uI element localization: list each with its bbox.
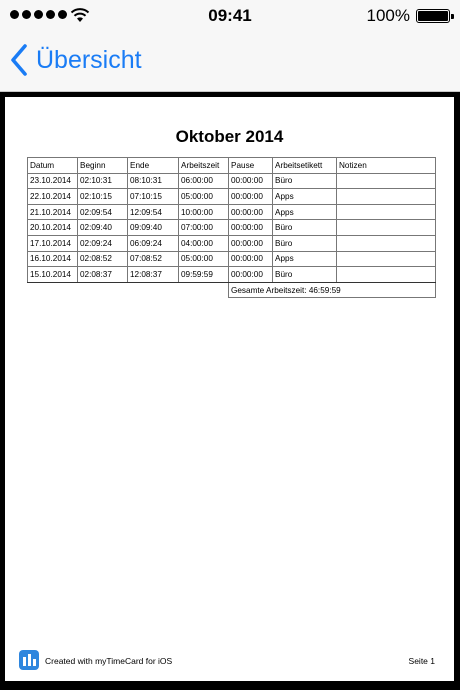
table-cell: 02:08:37 (78, 267, 128, 283)
table-cell: 00:00:00 (229, 251, 273, 267)
table-cell: 00:00:00 (229, 189, 273, 205)
table-cell (337, 189, 436, 205)
table-cell (337, 204, 436, 220)
table-cell: 16.10.2014 (28, 251, 78, 267)
chevron-left-icon (8, 42, 30, 78)
table-cell: 05:00:00 (179, 251, 229, 267)
table-cell: 07:08:52 (128, 251, 179, 267)
column-header: Datum (28, 158, 78, 174)
column-header: Pause (229, 158, 273, 174)
mytimecard-logo-icon (19, 650, 39, 670)
table-cell: 00:00:00 (229, 220, 273, 236)
table-cell: 21.10.2014 (28, 204, 78, 220)
table-cell: 04:00:00 (179, 235, 229, 251)
table-cell: Apps (273, 204, 337, 220)
table-cell: 00:00:00 (229, 267, 273, 283)
table-cell: 06:09:24 (128, 235, 179, 251)
status-bar (0, 0, 460, 30)
table-cell (337, 251, 436, 267)
table-cell: 02:09:40 (78, 220, 128, 236)
table-cell: Büro (273, 235, 337, 251)
table-row (28, 204, 436, 220)
table-cell (337, 220, 436, 236)
table-row (28, 267, 436, 283)
table-cell (337, 173, 436, 189)
pdf-viewer[interactable] (0, 93, 460, 690)
table-cell: 05:00:00 (179, 189, 229, 205)
total-row (28, 282, 436, 298)
table-cell: 00:00:00 (229, 235, 273, 251)
page-number: Seite 1 (408, 656, 435, 666)
table-cell: Apps (273, 251, 337, 267)
table-cell: 02:09:24 (78, 235, 128, 251)
footer-credit: Created with myTimeCard for iOS (45, 656, 173, 666)
back-button[interactable] (8, 42, 142, 78)
table-cell: 02:09:54 (78, 204, 128, 220)
table-cell: Büro (273, 220, 337, 236)
table-cell: 08:10:31 (128, 173, 179, 189)
table-cell: 07:00:00 (179, 220, 229, 236)
column-header: Notizen (337, 158, 436, 174)
table-cell (337, 235, 436, 251)
battery-percentage: 100% (366, 6, 410, 25)
table-cell: 06:00:00 (179, 173, 229, 189)
table-cell: 09:09:40 (128, 220, 179, 236)
timesheet-table (27, 157, 436, 298)
document-page (5, 97, 454, 681)
battery-icon (416, 9, 450, 23)
table-cell: 07:10:15 (128, 189, 179, 205)
navigation-bar (0, 30, 460, 92)
table-cell: 12:09:54 (128, 204, 179, 220)
table-row (28, 235, 436, 251)
table-cell: 10:00:00 (179, 204, 229, 220)
table-cell: Büro (273, 267, 337, 283)
table-header-row (28, 158, 436, 174)
table-row (28, 189, 436, 205)
page-title: Oktober 2014 (175, 127, 284, 146)
table-row (28, 173, 436, 189)
table-cell: 20.10.2014 (28, 220, 78, 236)
table-cell: Büro (273, 173, 337, 189)
table-cell: 15.10.2014 (28, 267, 78, 283)
table-cell: 22.10.2014 (28, 189, 78, 205)
table-cell: 00:00:00 (229, 173, 273, 189)
status-time: 09:41 (208, 6, 252, 25)
back-button-label: Übersicht (36, 45, 142, 74)
table-cell: 17.10.2014 (28, 235, 78, 251)
column-header: Arbeitszeit (179, 158, 229, 174)
table-cell: 00:00:00 (229, 204, 273, 220)
table-cell: 23.10.2014 (28, 173, 78, 189)
table-row (28, 251, 436, 267)
column-header: Arbeitsetikett (273, 158, 337, 174)
table-row (28, 220, 436, 236)
table-cell: 09:59:59 (179, 267, 229, 283)
total-working-time: Gesamte Arbeitszeit: 46:59:59 (229, 282, 436, 298)
table-cell: 12:08:37 (128, 267, 179, 283)
table-cell: Apps (273, 189, 337, 205)
table-cell (337, 267, 436, 283)
column-header: Beginn (78, 158, 128, 174)
table-cell: 02:10:31 (78, 173, 128, 189)
total-row-spacer (28, 282, 229, 298)
table-cell: 02:10:15 (78, 189, 128, 205)
column-header: Ende (128, 158, 179, 174)
table-cell: 02:08:52 (78, 251, 128, 267)
